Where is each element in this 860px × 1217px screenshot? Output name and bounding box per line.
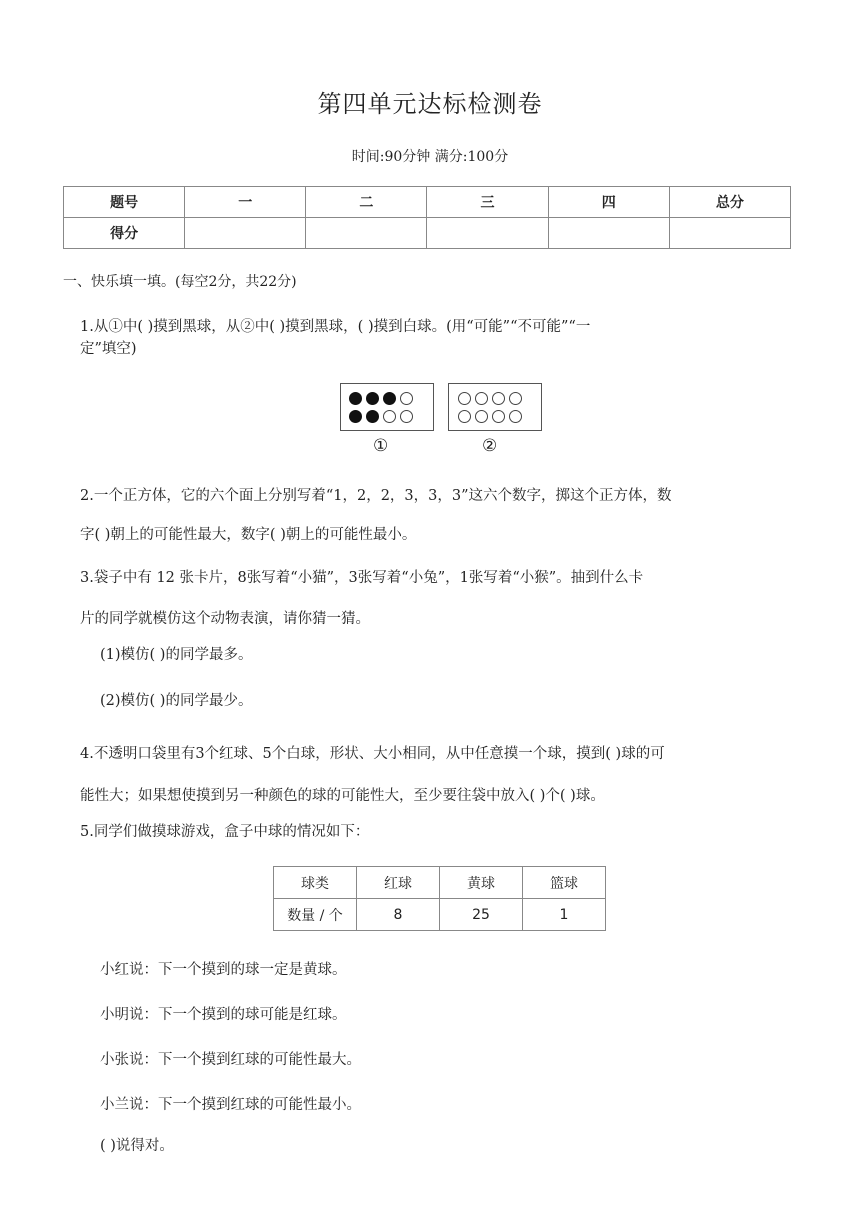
score-header-cell: 三 [427, 187, 548, 218]
black-ball [366, 392, 379, 405]
white-ball [509, 392, 522, 405]
score-header-cell: 题号 [64, 187, 185, 218]
question-4-line-1: 4.不透明口袋里有3个红球、5个白球，形状、大小相同，从中任意摸一个球，摸到( )球的可 [80, 746, 665, 762]
exam-info: 时间:90分钟 满分:100分 [351, 149, 509, 165]
box-2-label: ② [482, 436, 498, 456]
ball-count-cell: 8 [357, 899, 440, 931]
page-title: 第四单元达标检测卷 [317, 90, 543, 118]
score-entry-cell[interactable] [427, 218, 548, 249]
white-ball [492, 410, 505, 423]
white-ball [458, 410, 471, 423]
question-1-line-1: 1.从①中( )摸到黑球，从②中( )摸到黑球，( )摸到白球。(用“可能”“不可能”“一 [80, 319, 591, 335]
question-5-line-1: 5.同学们做摸球游戏，盒子中球的情况如下： [80, 824, 370, 840]
white-ball [492, 392, 505, 405]
black-ball [366, 410, 379, 423]
white-ball [475, 410, 488, 423]
statement-item: 小红说：下一个摸到的球一定是黄球。 [100, 962, 347, 978]
score-header-cell: 四 [548, 187, 669, 218]
black-ball [349, 392, 362, 405]
score-entry-cell[interactable] [548, 218, 669, 249]
score-header-cell: 一 [185, 187, 306, 218]
question-4-line-2: 能性大；如果想使摸到另一种颜色的球的可能性大，至少要往袋中放入( )个( )球。 [80, 788, 605, 804]
ball-table-count-row [274, 899, 606, 931]
black-ball [349, 410, 362, 423]
white-ball [383, 410, 396, 423]
ball-count-table [273, 866, 606, 931]
question-2-line-2: 字( )朝上的可能性最大，数字( )朝上的可能性最小。 [80, 527, 417, 543]
question-3-line-2: 片的同学就模仿这个动物表演，请你猜一猜。 [80, 611, 370, 627]
white-ball [400, 410, 413, 423]
score-table-header-row [64, 187, 791, 218]
white-ball [458, 392, 471, 405]
ball-count-cell: 25 [440, 899, 523, 931]
score-header-cell: 总分 [669, 187, 790, 218]
question-3-sub-1: (1)模仿( )的同学最多。 [100, 647, 253, 663]
score-entry-cell[interactable] [306, 218, 427, 249]
ball-box-1 [340, 383, 434, 431]
ball-table-header-cell: 篮球 [523, 867, 606, 899]
ball-table-header-row [274, 867, 606, 899]
statement-item: 小明说：下一个摸到的球可能是红球。 [100, 1007, 347, 1023]
question-3-sub-2: (2)模仿( )的同学最少。 [100, 693, 253, 709]
score-entry-cell[interactable] [185, 218, 306, 249]
ball-table-header-cell: 红球 [357, 867, 440, 899]
score-row-label: 得分 [64, 218, 185, 249]
score-table [63, 186, 791, 249]
white-ball [400, 392, 413, 405]
ball-table-row-label: 数量 / 个 [274, 899, 357, 931]
score-table-score-row [64, 218, 791, 249]
answer-blank[interactable]: ( )说得对。 [100, 1138, 174, 1154]
black-ball [383, 392, 396, 405]
question-2-line-1: 2.一个正方体，它的六个面上分别写着“1，2，2，3，3，3”这六个数字，掷这个正方体，数 [80, 488, 672, 504]
question-3-line-1: 3.袋子中有 12 张卡片，8张写着“小猫”，3张写着“小兔”，1张写着“小猴”。抽到什么卡 [80, 570, 644, 586]
score-entry-cell[interactable] [669, 218, 790, 249]
question-1-line-2: 定”填空) [80, 341, 137, 357]
white-ball [475, 392, 488, 405]
score-header-cell: 二 [306, 187, 427, 218]
ball-box-2 [448, 383, 542, 431]
ball-table-header-cell: 球类 [274, 867, 357, 899]
ball-table-header-cell: 黄球 [440, 867, 523, 899]
white-ball [509, 410, 522, 423]
statement-item: 小张说：下一个摸到红球的可能性最大。 [100, 1052, 361, 1068]
section-heading: 一、快乐填一填。(每空2分，共22分) [63, 274, 297, 290]
statement-item: 小兰说：下一个摸到红球的可能性最小。 [100, 1097, 361, 1113]
ball-count-cell: 1 [523, 899, 606, 931]
box-1-label: ① [373, 436, 389, 456]
